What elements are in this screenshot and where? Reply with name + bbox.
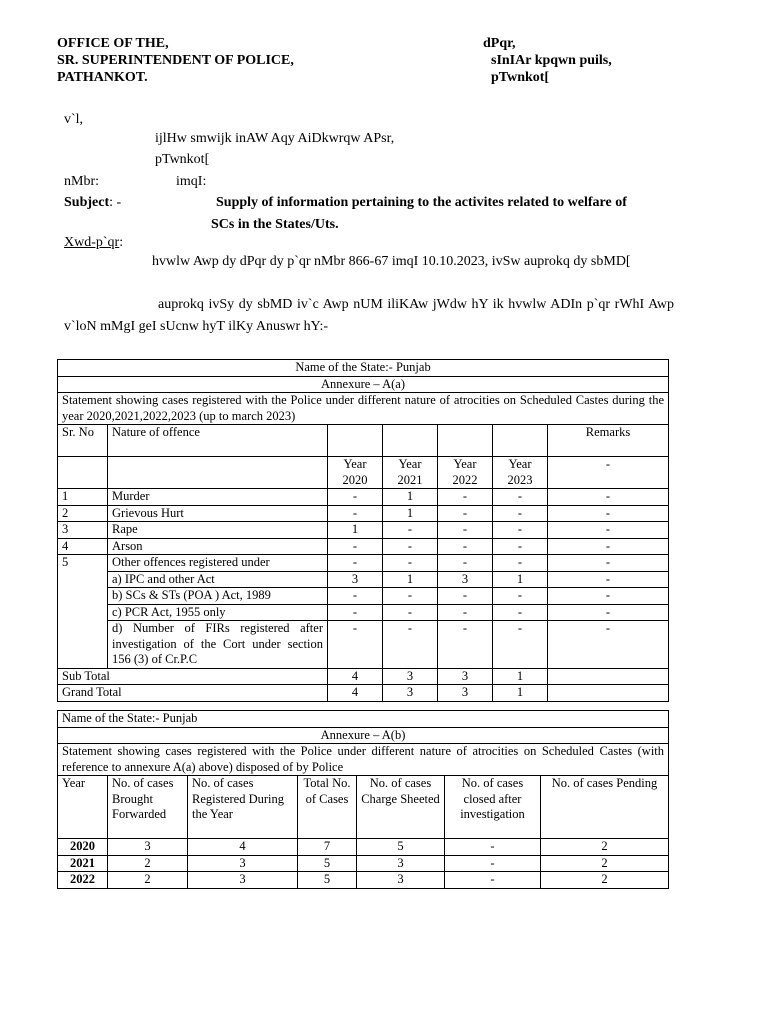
annexure-a-state: Name of the State:- Punjab: [58, 360, 669, 377]
annexure-b-table: [57, 710, 669, 889]
addressee-line1: ijlHw smwijk inAW Aqy AiDkwrqw APsr,: [155, 131, 395, 146]
count-cell: -: [493, 538, 548, 555]
count-cell: 4: [328, 668, 383, 685]
col-header-brought-forward: No. of cases Brought Forwarded: [108, 776, 188, 839]
sr-no: 3: [58, 522, 108, 539]
reference-heading: [64, 234, 123, 251]
value-cell: 5: [298, 855, 357, 872]
count-cell: -: [493, 621, 548, 669]
offence-name: Murder: [108, 489, 328, 506]
year-header: Year 2023: [493, 457, 548, 489]
office-right-line1: dPqr,: [483, 36, 516, 51]
value-cell: 5: [298, 872, 357, 889]
remarks-cell: -: [548, 555, 669, 572]
count-cell: -: [493, 522, 548, 539]
count-cell: -: [438, 538, 493, 555]
count-cell: -: [438, 604, 493, 621]
year-header: Year 2022: [438, 457, 493, 489]
count-cell: 3: [383, 685, 438, 702]
table-row: [58, 872, 669, 889]
value-cell: 7: [298, 839, 357, 856]
year-cell: 2021: [58, 855, 108, 872]
offence-name: a) IPC and other Act: [108, 571, 328, 588]
subject-line1: Supply of information pertaining to the activites related to welfare of: [216, 195, 627, 210]
count-cell: 3: [438, 685, 493, 702]
annexure-a-table: [57, 359, 669, 702]
reference-label: Xwd-p`qr: [64, 235, 120, 250]
sr-no: 2: [58, 505, 108, 522]
offence-name: Grievous Hurt: [108, 505, 328, 522]
annexure-b-title: Annexure – A(b): [58, 727, 669, 744]
count-cell: -: [328, 621, 383, 669]
subject-heading: [64, 194, 121, 211]
remarks-header-value: -: [548, 457, 669, 489]
value-cell: -: [445, 872, 541, 889]
value-cell: 2: [541, 855, 669, 872]
count-cell: 1: [493, 685, 548, 702]
count-cell: -: [383, 604, 438, 621]
count-cell: 4: [328, 685, 383, 702]
count-cell: -: [328, 588, 383, 605]
count-cell: -: [328, 538, 383, 555]
offence-name: b) SCs & STs (POA ) Act, 1989: [108, 588, 328, 605]
subject-separator: : -: [109, 195, 122, 210]
remarks-cell: -: [548, 588, 669, 605]
office-left-line3: PATHANKOT.: [57, 70, 148, 85]
table-row: [58, 505, 669, 522]
col-header-closed: No. of cases closed after investigation: [445, 776, 541, 839]
count-cell: -: [328, 505, 383, 522]
count-cell: -: [383, 588, 438, 605]
sub-total-label: Sub Total: [58, 668, 328, 685]
count-cell: 1: [383, 505, 438, 522]
count-cell: -: [493, 604, 548, 621]
table-row: [58, 571, 669, 588]
col-header-registered: No. of cases Registered During the Year: [188, 776, 298, 839]
paragraph-1: hvwlw Awp dy dPqr dy p`qr nMbr 866-67 imqI 10.10.2023, ivSw auprokq dy sbMD[: [152, 254, 631, 269]
count-cell: 1: [383, 489, 438, 506]
grand-total-row: [58, 685, 669, 702]
count-cell: 3: [383, 668, 438, 685]
value-cell: 5: [357, 839, 445, 856]
value-cell: 2: [108, 872, 188, 889]
count-cell: -: [328, 604, 383, 621]
sub-total-row: [58, 668, 669, 685]
annexure-a-statement: Statement showing cases registered with the Police under different nature of atrocities on Scheduled Castes during the year 2020,2021,2022,2023 (up to march 2023): [58, 393, 669, 425]
office-right-line2: sInIAr kpqwn puils,: [491, 53, 612, 68]
offence-name: Rape: [108, 522, 328, 539]
col-header-charge-sheeted: No. of cases Charge Sheeted: [357, 776, 445, 839]
value-cell: -: [445, 839, 541, 856]
subject-label: Subject: [64, 195, 110, 210]
value-cell: 3: [108, 839, 188, 856]
value-cell: -: [445, 855, 541, 872]
number-label: nMbr:: [64, 174, 99, 189]
grand-total-label: Grand Total: [58, 685, 328, 702]
letter-to: v`l,: [64, 112, 84, 127]
remarks-cell: -: [548, 621, 669, 669]
table-row: [58, 839, 669, 856]
table-row: [58, 538, 669, 555]
addressee-line2: pTwnkot[: [155, 152, 210, 167]
sr-no: 4: [58, 538, 108, 555]
table-row: [58, 604, 669, 621]
remarks-cell: -: [548, 522, 669, 539]
annexure-b-statement: Statement showing cases registered with the Police under different nature of atrocities on Scheduled Castes (with reference to annexure A(a) above) disposed of by Police: [58, 744, 669, 776]
annexure-b-state: Name of the State:- Punjab: [58, 711, 669, 728]
count-cell: -: [493, 489, 548, 506]
value-cell: 3: [357, 855, 445, 872]
value-cell: 4: [188, 839, 298, 856]
count-cell: 1: [328, 522, 383, 539]
count-cell: -: [438, 621, 493, 669]
subject-line2: SCs in the States/Uts.: [211, 217, 339, 232]
value-cell: 3: [357, 872, 445, 889]
remarks-cell: -: [548, 505, 669, 522]
table-row: [58, 855, 669, 872]
remarks-cell: -: [548, 571, 669, 588]
offence-name: Arson: [108, 538, 328, 555]
count-cell: -: [383, 538, 438, 555]
value-cell: 2: [541, 839, 669, 856]
value-cell: 2: [108, 855, 188, 872]
count-cell: 1: [493, 571, 548, 588]
count-cell: 1: [383, 571, 438, 588]
sr-no: 1: [58, 489, 108, 506]
sr-no-header: Sr. No: [58, 425, 108, 457]
sr-no: 5: [58, 555, 108, 669]
col-header-pending: No. of cases Pending: [541, 776, 669, 839]
office-left-line1: OFFICE OF THE,: [57, 36, 169, 51]
date-label: imqI:: [176, 174, 207, 189]
count-cell: -: [438, 489, 493, 506]
remarks-cell: -: [548, 604, 669, 621]
table-row: [58, 555, 669, 572]
count-cell: -: [438, 588, 493, 605]
year-header: Year 2020: [328, 457, 383, 489]
table-row: [58, 489, 669, 506]
count-cell: -: [438, 555, 493, 572]
count-cell: -: [328, 555, 383, 572]
value-cell: 3: [188, 855, 298, 872]
col-header-year: Year: [58, 776, 108, 839]
offence-name: Other offences registered under: [108, 555, 328, 572]
value-cell: 3: [188, 872, 298, 889]
year-header: Year 2021: [383, 457, 438, 489]
count-cell: -: [493, 588, 548, 605]
paragraph-2: auprokq ivSy dy sbMD iv`c Awp nUM iliKAw jWdw hY ik hvwlw ADIn p`qr rWhI Awp v`loN mMgI geI sUcnw hyT ilKy Anuswr hY:-: [64, 297, 674, 334]
year-cell: 2020: [58, 839, 108, 856]
count-cell: -: [493, 555, 548, 572]
count-cell: -: [383, 555, 438, 572]
office-right-line3: pTwnkot[: [491, 70, 550, 85]
table-row: [58, 621, 669, 669]
count-cell: 3: [438, 668, 493, 685]
remarks-cell: -: [548, 538, 669, 555]
count-cell: -: [493, 505, 548, 522]
count-cell: -: [438, 505, 493, 522]
year-cell: 2022: [58, 872, 108, 889]
value-cell: 2: [541, 872, 669, 889]
count-cell: -: [383, 522, 438, 539]
remarks-header: Remarks: [548, 425, 669, 457]
reference-colon: :: [119, 235, 124, 250]
nature-header: Nature of offence: [108, 425, 328, 457]
remarks-cell: -: [548, 489, 669, 506]
annexure-a-title: Annexure – A(a): [58, 376, 669, 393]
count-cell: 3: [328, 571, 383, 588]
office-left-line2: SR. SUPERINTENDENT OF POLICE,: [57, 53, 294, 68]
table-row: [58, 588, 669, 605]
count-cell: 1: [493, 668, 548, 685]
count-cell: -: [438, 522, 493, 539]
offence-name: c) PCR Act, 1955 only: [108, 604, 328, 621]
count-cell: -: [383, 621, 438, 669]
table-row: [58, 522, 669, 539]
count-cell: 3: [438, 571, 493, 588]
count-cell: -: [328, 489, 383, 506]
offence-name: d) Number of FIRs registered after investigation of the Cort under section 156 (3) of Cr.P.C: [108, 621, 328, 669]
col-header-total: Total No. of Cases: [298, 776, 357, 839]
